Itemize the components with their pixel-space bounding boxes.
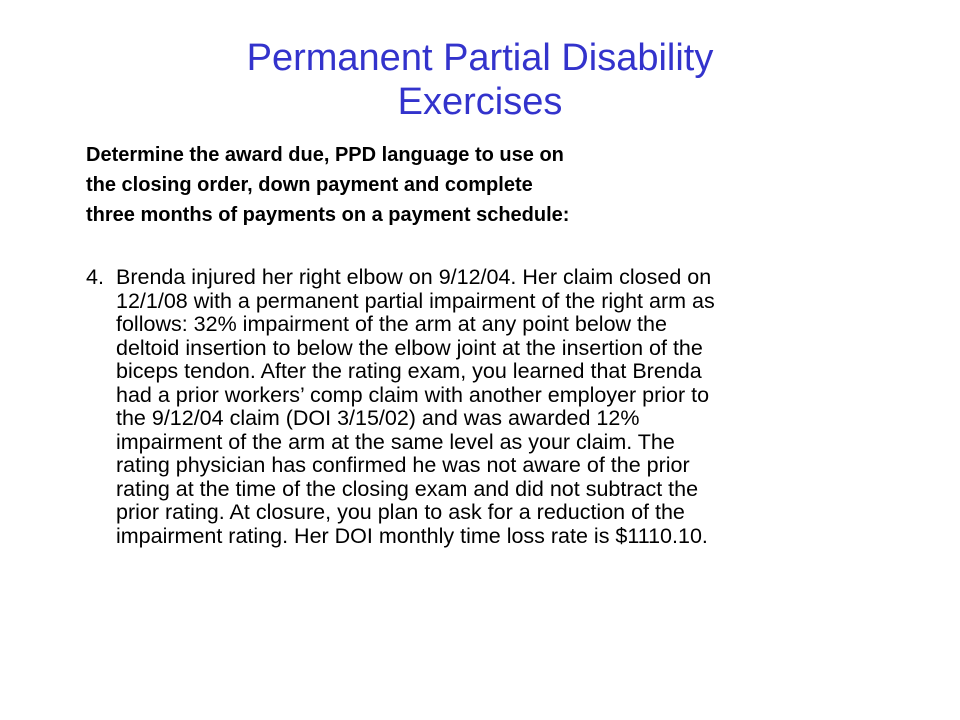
slide-title <box>130 36 830 124</box>
exercise-item <box>86 266 886 548</box>
instructions-line-3: three months of payments on a payment schedule: <box>86 204 570 226</box>
instructions <box>86 140 906 230</box>
exercise-line: rating physician has confirmed he was not aware of the prior <box>116 453 690 477</box>
exercise-number: 4. <box>86 265 104 289</box>
exercise-line: had a prior workers’ comp claim with another employer prior to <box>116 382 710 407</box>
exercise-line: follows: 32% impairment of the arm at any point below the <box>116 312 667 336</box>
exercise-line: prior rating. At closure, you plan to ask for a reduction of the <box>116 500 685 524</box>
exercise-line: impairment of the arm at the same level as your claim. The <box>116 429 675 454</box>
exercise-line: biceps tendon. After the rating exam, you learned that Brenda <box>116 359 702 383</box>
exercise-line: Brenda injured her right elbow on 9/12/04. Her claim closed on <box>116 265 712 289</box>
instructions-line-2: the closing order, down payment and complete <box>86 174 533 196</box>
exercise-line: the 9/12/04 claim (DOI 3/15/02) and was awarded 12% <box>116 406 640 430</box>
exercise-line: impairment rating. Her DOI monthly time loss rate is $1110.10. <box>116 523 708 548</box>
exercise-line: rating at the time of the closing exam and did not subtract the <box>116 476 699 501</box>
exercise-line: deltoid insertion to below the elbow joint at the insertion of the <box>116 335 703 360</box>
instructions-line-1: Determine the award due, PPD language to use on <box>86 144 564 166</box>
slide-title-line-1: Permanent Partial Disability <box>246 37 714 79</box>
slide-title-line-2: Exercises <box>397 81 563 123</box>
exercise-line: 12/1/08 with a permanent partial impairment of the right arm as <box>116 288 715 313</box>
